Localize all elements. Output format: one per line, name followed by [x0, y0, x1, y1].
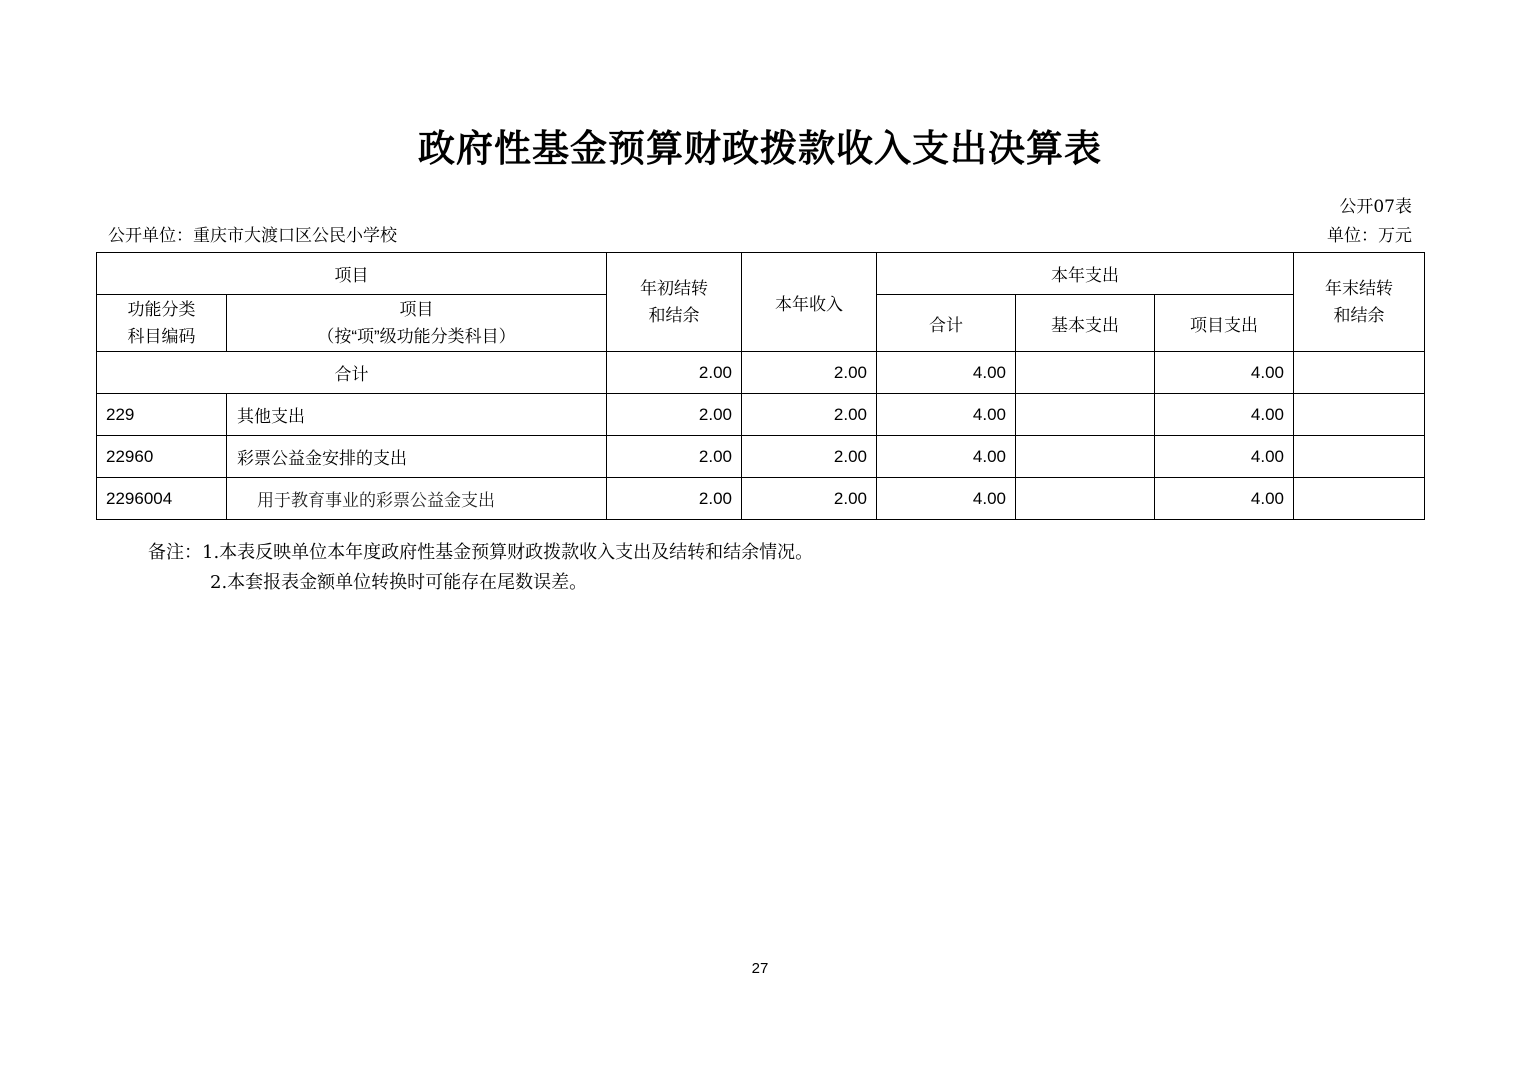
row-expense-total: 4.00 — [877, 478, 1016, 520]
total-row — [97, 352, 1425, 394]
row-carryover-end — [1294, 394, 1425, 436]
row-name: 彩票公益金安排的支出 — [227, 436, 607, 478]
row-carryover-begin: 2.00 — [607, 394, 742, 436]
total-income: 2.00 — [742, 352, 877, 394]
header-name-line1: 项目 — [399, 300, 434, 319]
total-expense-project: 4.00 — [1155, 352, 1294, 394]
table-row — [97, 394, 1425, 436]
note-line-2: 2.本套报表金额单位转换时可能存在尾数误差。 — [210, 572, 588, 593]
header-expense-project: 项目支出 — [1155, 295, 1294, 352]
row-expense-project: 4.00 — [1155, 478, 1294, 520]
total-label: 合计 — [97, 352, 607, 394]
notes — [148, 538, 813, 598]
header-code — [97, 295, 227, 352]
row-name: 其他支出 — [227, 394, 607, 436]
header-name-line2: （按“项”级功能分类科目） — [317, 327, 516, 346]
header-carryover-end-line1: 年末结转 — [1325, 279, 1393, 298]
reporting-unit: 公开单位：重庆市大渡口区公民小学校 — [108, 226, 397, 246]
page-number: 27 — [751, 960, 769, 977]
row-expense-total: 4.00 — [877, 394, 1016, 436]
header-expense-group: 本年支出 — [877, 253, 1294, 295]
total-carryover-begin: 2.00 — [607, 352, 742, 394]
row-expense-total: 4.00 — [877, 436, 1016, 478]
table-row — [97, 478, 1425, 520]
row-code: 229 — [97, 394, 227, 436]
row-expense-basic — [1016, 478, 1155, 520]
header-item-group: 项目 — [97, 253, 607, 295]
row-income: 2.00 — [742, 478, 877, 520]
total-carryover-end — [1294, 352, 1425, 394]
header-code-line1: 功能分类 — [127, 300, 196, 319]
table-row — [97, 436, 1425, 478]
total-expense-basic — [1016, 352, 1155, 394]
header-row-1 — [97, 253, 1425, 295]
row-expense-project: 4.00 — [1155, 394, 1294, 436]
row-carryover-end — [1294, 436, 1425, 478]
currency-unit: 单位：万元 — [1327, 226, 1412, 246]
row-code: 22960 — [97, 436, 227, 478]
header-code-line2: 科目编码 — [127, 327, 196, 346]
row-expense-basic — [1016, 436, 1155, 478]
header-income: 本年收入 — [742, 253, 877, 352]
header-name — [227, 295, 607, 352]
row-carryover-begin: 2.00 — [607, 436, 742, 478]
total-expense-total: 4.00 — [877, 352, 1016, 394]
note-line-1: 备注：1.本表反映单位本年度政府性基金预算财政拨款收入支出及结转和结余情况。 — [148, 542, 814, 563]
row-expense-project: 4.00 — [1155, 436, 1294, 478]
header-expense-total: 合计 — [877, 295, 1016, 352]
page-title: 政府性基金预算财政拨款收入支出决算表 — [418, 127, 1102, 170]
row-income: 2.00 — [742, 394, 877, 436]
header-expense-basic: 基本支出 — [1016, 295, 1155, 352]
row-name: 用于教育事业的彩票公益金支出 — [227, 478, 607, 520]
header-carryover-begin-line1: 年初结转 — [640, 279, 708, 298]
header-carryover-end — [1294, 253, 1425, 352]
row-carryover-end — [1294, 478, 1425, 520]
row-income: 2.00 — [742, 436, 877, 478]
row-code: 2296004 — [97, 478, 227, 520]
budget-table — [96, 252, 1425, 520]
form-number: 公开07表 — [1339, 197, 1412, 217]
row-carryover-begin: 2.00 — [607, 478, 742, 520]
row-expense-basic — [1016, 394, 1155, 436]
header-carryover-end-line2: 和结余 — [1333, 306, 1385, 325]
header-carryover-begin — [607, 253, 742, 352]
header-carryover-begin-line2: 和结余 — [648, 306, 700, 325]
